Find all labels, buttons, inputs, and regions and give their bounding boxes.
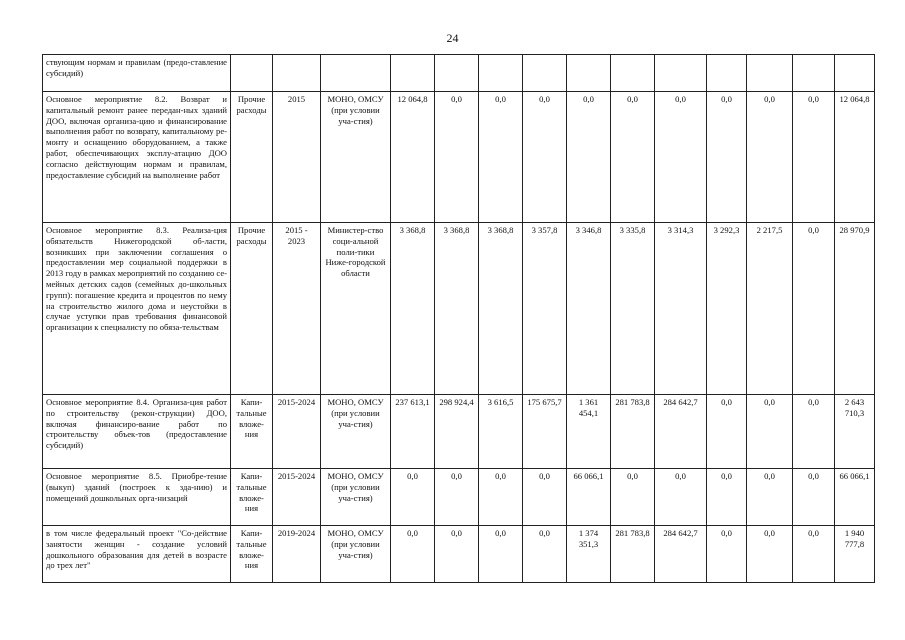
year-value-cell: 0,0 xyxy=(479,469,523,526)
year-value-cell: 3 368,8 xyxy=(435,223,479,395)
year-value-cell: 3 616,5 xyxy=(479,395,523,469)
measure-name-cell: в том числе федеральный проект "Со-действие занятости женщин - создание условий дошкольного образования для детей в возрасте до трех лет" xyxy=(43,526,231,583)
year-value-cell xyxy=(747,55,793,92)
funding-source-cell: Прочие расходы xyxy=(231,223,273,395)
year-value-cell: 0,0 xyxy=(391,469,435,526)
table-row xyxy=(43,469,875,526)
measure-name-cell: Основное мероприятие 8.2. Возврат и капитальный ремонт ранее передан-ных зданий ДОО, включая организа-цию и финансирование выполнения работ по возврату, капитальному ре-монту и оснащению оборудованием, а также работ, обеспечивающих эксплу-атацию ДОО согласно действующим нормам и правилам, предоставление субсидий на выполнение работ xyxy=(43,92,231,223)
year-value-cell: 3 346,8 xyxy=(567,223,611,395)
year-value-cell: 0,0 xyxy=(747,526,793,583)
executor-cell: МОНО, ОМСУ (при условии уча-стия) xyxy=(321,469,391,526)
year-value-cell xyxy=(793,55,835,92)
table-row xyxy=(43,92,875,223)
year-value-cell: 0,0 xyxy=(707,469,747,526)
table-row xyxy=(43,55,875,92)
year-value-cell: 2 217,5 xyxy=(747,223,793,395)
year-value-cell xyxy=(707,55,747,92)
year-value-cell: 0,0 xyxy=(655,92,707,223)
table-row xyxy=(43,223,875,395)
year-value-cell: 284 642,7 xyxy=(655,395,707,469)
year-value-cell: 298 924,4 xyxy=(435,395,479,469)
year-value-cell: 0,0 xyxy=(793,92,835,223)
year-value-cell: 0,0 xyxy=(707,395,747,469)
year-value-cell: 281 783,8 xyxy=(611,526,655,583)
year-value-cell: 0,0 xyxy=(793,395,835,469)
year-value-cell: 0,0 xyxy=(747,395,793,469)
year-value-cell: 1 374 351,3 xyxy=(567,526,611,583)
total-value-cell: 1 940 777,8 xyxy=(835,526,875,583)
measure-name-cell: Основное мероприятие 8.3. Реализа-ция обязательств Нижегородской об-ласти, возникших при заключении соглашения о предоставлении мер социальной поддержки в 2013 году в рамках мероприятий по созданию се-мейных детских садов (семейных до-школьных групп): погашение кредита и процентов по нему на строительство жилого дома и неустойки в случае уступки прав требования финансовой организации к специалисту по обяза-тельствам xyxy=(43,223,231,395)
total-value-cell xyxy=(835,55,875,92)
program-table xyxy=(42,54,875,583)
executor-cell: МОНО, ОМСУ (при условии уча-стия) xyxy=(321,395,391,469)
years-cell: 2015 - 2023 xyxy=(273,223,321,395)
year-value-cell: 3 314,3 xyxy=(655,223,707,395)
year-value-cell: 0,0 xyxy=(523,469,567,526)
year-value-cell: 0,0 xyxy=(435,469,479,526)
year-value-cell: 0,0 xyxy=(567,92,611,223)
executor-cell xyxy=(321,55,391,92)
years-cell xyxy=(273,55,321,92)
year-value-cell xyxy=(567,55,611,92)
page-number: 24 xyxy=(446,31,459,45)
year-value-cell xyxy=(435,55,479,92)
table-row xyxy=(43,395,875,469)
year-value-cell: 0,0 xyxy=(707,92,747,223)
executor-cell: МОНО, ОМСУ (при условии уча-стия) xyxy=(321,526,391,583)
years-cell: 2015-2024 xyxy=(273,395,321,469)
year-value-cell xyxy=(611,55,655,92)
year-value-cell: 3 368,8 xyxy=(391,223,435,395)
funding-source-cell: Капи-тальные вложе-ния xyxy=(231,469,273,526)
year-value-cell: 237 613,1 xyxy=(391,395,435,469)
table-row xyxy=(43,526,875,583)
year-value-cell: 3 357,8 xyxy=(523,223,567,395)
executor-cell: Министер-ство соци-альной поли-тики Ниже-городской области xyxy=(321,223,391,395)
years-cell: 2015 xyxy=(273,92,321,223)
year-value-cell: 0,0 xyxy=(793,526,835,583)
year-value-cell: 3 335,8 xyxy=(611,223,655,395)
measure-name-cell: Основное мероприятие 8.4. Организа-ция работ по строительству (рекон-струкции) ДОО, включая финансиро-вание работ по строительству объек-тов (предоставление субсидий) xyxy=(43,395,231,469)
years-cell: 2015-2024 xyxy=(273,469,321,526)
year-value-cell: 0,0 xyxy=(523,526,567,583)
year-value-cell: 1 361 454,1 xyxy=(567,395,611,469)
measure-name-cell: Основное мероприятие 8.5. Приобре-тение (выкуп) зданий (построек к зда-нию) и помещений дошкольных орга-низаций xyxy=(43,469,231,526)
funding-source-cell xyxy=(231,55,273,92)
total-value-cell: 2 643 710,3 xyxy=(835,395,875,469)
year-value-cell: 0,0 xyxy=(391,526,435,583)
year-value-cell: 0,0 xyxy=(435,92,479,223)
year-value-cell: 3 292,3 xyxy=(707,223,747,395)
year-value-cell: 0,0 xyxy=(747,469,793,526)
year-value-cell: 0,0 xyxy=(793,223,835,395)
year-value-cell: 12 064,8 xyxy=(391,92,435,223)
year-value-cell: 0,0 xyxy=(479,526,523,583)
year-value-cell: 0,0 xyxy=(707,526,747,583)
year-value-cell: 0,0 xyxy=(655,469,707,526)
total-value-cell: 12 064,8 xyxy=(835,92,875,223)
funding-source-cell: Капи-тальные вложе-ния xyxy=(231,526,273,583)
year-value-cell: 0,0 xyxy=(479,92,523,223)
year-value-cell xyxy=(523,55,567,92)
executor-cell: МОНО, ОМСУ (при условии уча-стия) xyxy=(321,92,391,223)
year-value-cell: 66 066,1 xyxy=(567,469,611,526)
measure-name-cell: ствующим нормам и правилам (предо-ставление субсидий) xyxy=(43,55,231,92)
funding-source-cell: Капи-тальные вложе-ния xyxy=(231,395,273,469)
year-value-cell: 0,0 xyxy=(435,526,479,583)
year-value-cell: 281 783,8 xyxy=(611,395,655,469)
total-value-cell: 66 066,1 xyxy=(835,469,875,526)
total-value-cell: 28 970,9 xyxy=(835,223,875,395)
year-value-cell: 0,0 xyxy=(747,92,793,223)
year-value-cell xyxy=(479,55,523,92)
funding-source-cell: Прочие расходы xyxy=(231,92,273,223)
years-cell: 2019-2024 xyxy=(273,526,321,583)
year-value-cell: 175 675,7 xyxy=(523,395,567,469)
year-value-cell: 0,0 xyxy=(611,92,655,223)
year-value-cell xyxy=(655,55,707,92)
year-value-cell: 284 642,7 xyxy=(655,526,707,583)
year-value-cell: 3 368,8 xyxy=(479,223,523,395)
year-value-cell xyxy=(391,55,435,92)
year-value-cell: 0,0 xyxy=(793,469,835,526)
year-value-cell: 0,0 xyxy=(611,469,655,526)
year-value-cell: 0,0 xyxy=(523,92,567,223)
